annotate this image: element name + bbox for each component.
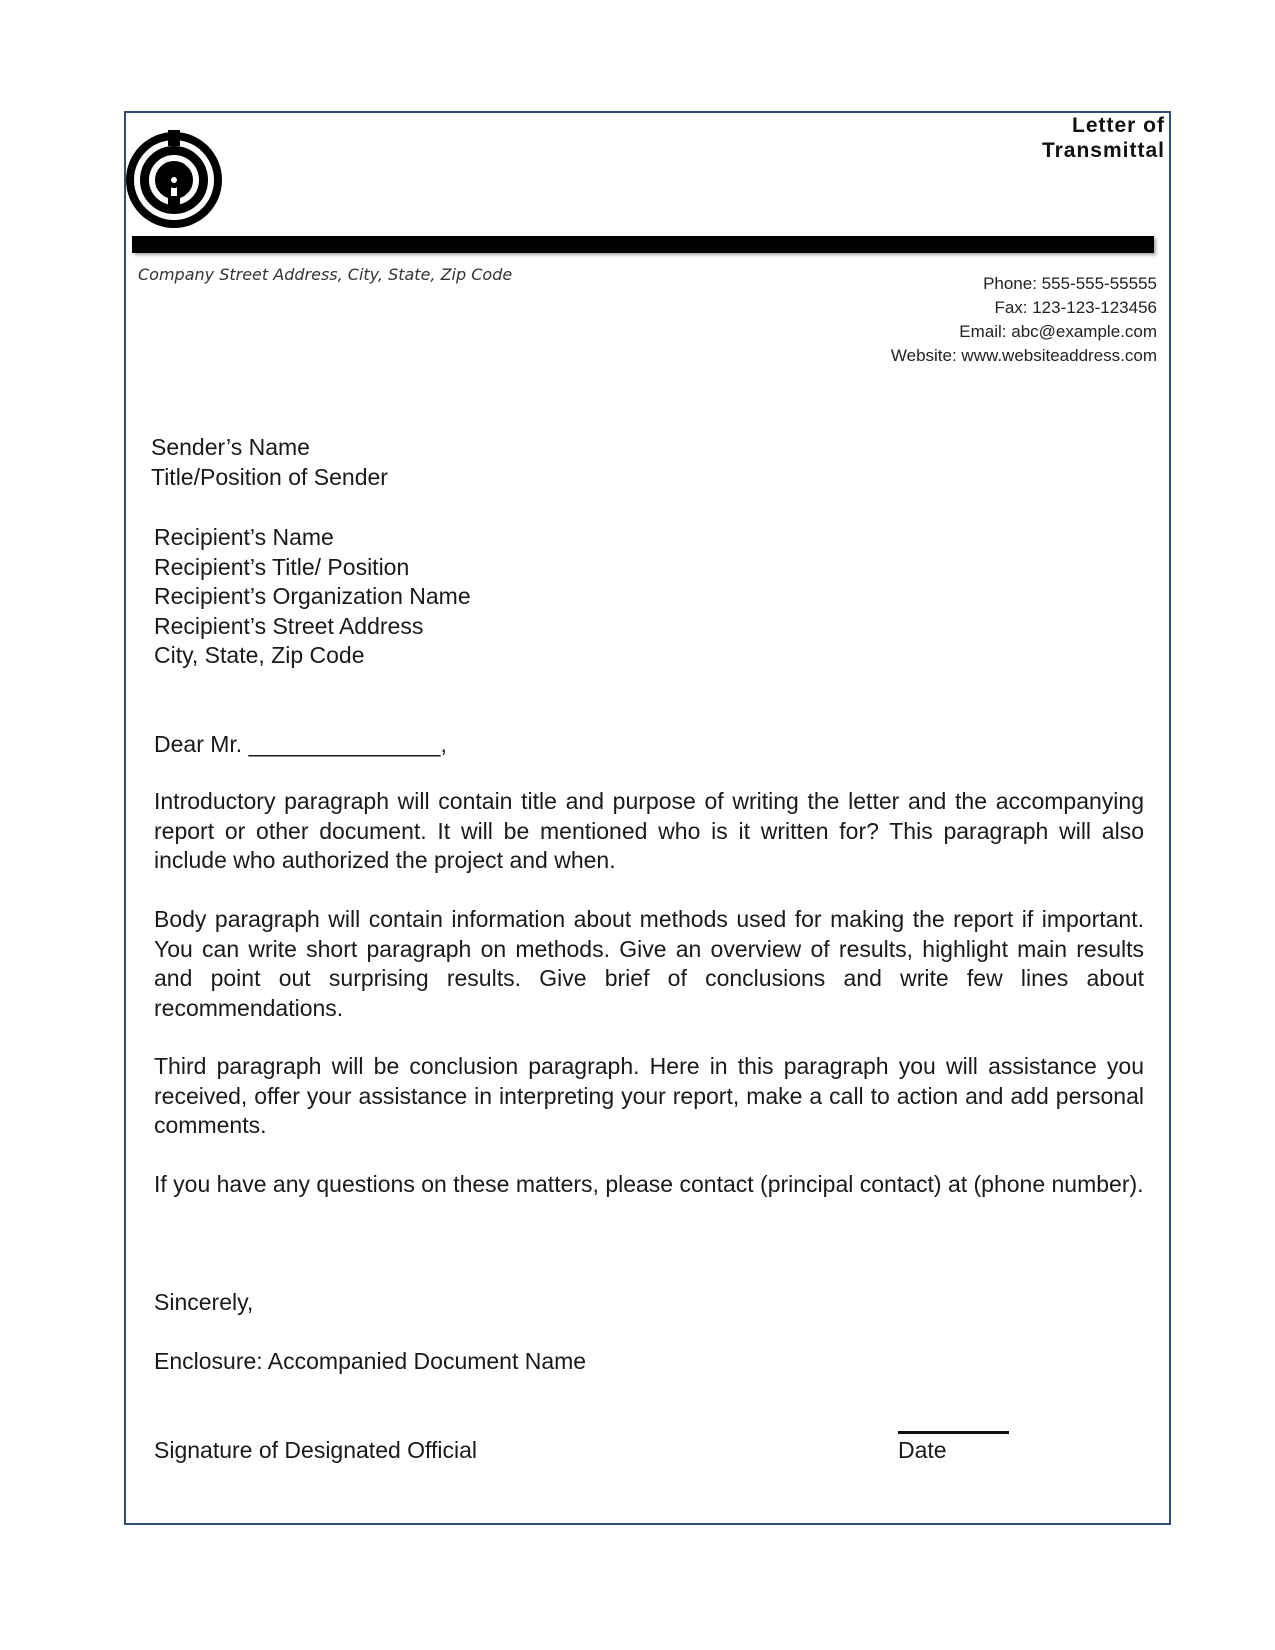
company-logo-icon xyxy=(124,130,224,230)
paragraph-conclusion: Third paragraph will be conclusion paragraph. Here in this paragraph you will assistance you received, offer your assistance in interpreting your report, make a call to action and add personal comments. xyxy=(154,1053,1144,1138)
signature-label xyxy=(154,1436,477,1466)
paragraph-body: Body paragraph will contain information about methods used for making the report if important. You can write short paragraph on methods. Give an overview of results, highlight main results and point out surprising results. Give brief of conclusions and write few lines about recommendations. xyxy=(154,906,1144,1021)
sender-title: Title/Position of Sender xyxy=(151,463,388,490)
document-title xyxy=(1042,113,1165,163)
recipient-name: Recipient’s Name xyxy=(154,524,334,550)
recipient-organization: Recipient’s Organization Name xyxy=(154,583,471,609)
recipient-street: Recipient’s Street Address xyxy=(154,612,424,639)
salutation xyxy=(154,730,447,760)
sender-block xyxy=(151,433,388,492)
contact-email: Email: abc@example.com xyxy=(959,322,1157,341)
contact-website: Website: www.websiteaddress.com xyxy=(890,346,1157,365)
enclosure-text: Enclosure: Accompanied Document Name xyxy=(154,1348,587,1374)
closing xyxy=(154,1288,253,1318)
date-label-text: Date xyxy=(898,1437,947,1463)
date-line xyxy=(898,1431,1009,1434)
paragraph-contact: If you have any questions on these matters, please contact (principal contact) at (phone number). xyxy=(154,1171,1144,1197)
document-title-line-2: Transmittal xyxy=(1041,139,1165,162)
salutation-text: Dear Mr. _______________, xyxy=(154,731,447,757)
sender-name: Sender’s Name xyxy=(151,434,310,460)
recipient-title: Recipient’s Title/ Position xyxy=(154,553,410,580)
signature-label-text: Signature of Designated Official xyxy=(154,1437,478,1463)
contact-phone: Phone: 555-555-55555 xyxy=(983,274,1157,293)
enclosure xyxy=(154,1347,586,1377)
date-label xyxy=(898,1436,947,1466)
document-title-line-1: Letter of xyxy=(1072,114,1165,137)
contact-fax: Fax: 123-123-123456 xyxy=(994,298,1157,317)
closing-text: Sincerely, xyxy=(154,1289,254,1315)
contact-block xyxy=(891,272,1157,368)
header-divider-bar xyxy=(132,236,1154,253)
recipient-block xyxy=(154,523,471,671)
recipient-city: City, State, Zip Code xyxy=(154,642,365,668)
company-address: Company Street Address, City, State, Zip Code xyxy=(138,265,513,284)
paragraph-introductory: Introductory paragraph will contain title and purpose of writing the letter and the accompanying report or other document. It will be mentioned who is it written for? This paragraph will also include who authorized the project and when. xyxy=(154,788,1144,873)
